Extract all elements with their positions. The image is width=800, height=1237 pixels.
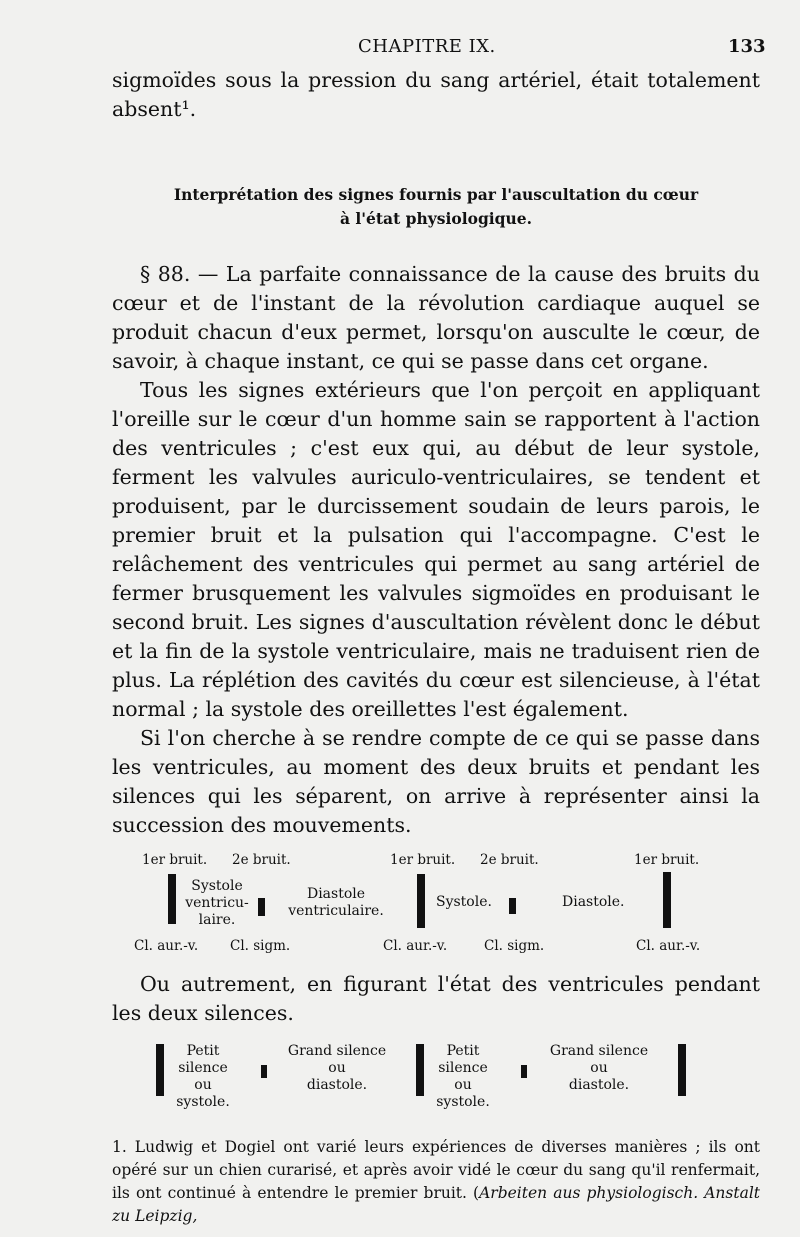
sound-bar-first (678, 1044, 686, 1096)
grand-silence-label: Grand silence ou diastole. (549, 1043, 649, 1093)
section-heading (112, 183, 760, 231)
closure-label: Cl. sigm. (230, 938, 291, 954)
sound-bar-second (258, 898, 265, 916)
closure-label: Cl. sigm. (484, 938, 545, 954)
closure-label: Cl. aur.-v. (383, 938, 448, 954)
label-first-sound: 1er bruit. (634, 852, 700, 868)
paragraph-ventricles: Si l'on cherche à se rendre compte de ce qui se passe dans les ventricules, au moment des deux bruits et pendant les silences qui les séparent, on arrive à représenter ainsi la succession des mouvements. (112, 726, 760, 837)
label-first-sound: 1er bruit. (142, 852, 208, 868)
closure-label: Cl. aur.-v. (134, 938, 199, 954)
label-second-sound: 2e bruit. (232, 852, 291, 868)
label-first-sound: 1er bruit. (390, 852, 456, 868)
alternative-paragraph (112, 970, 760, 1028)
cardiac-cycle-diagram (112, 850, 760, 955)
footnote-citation: Arbeiten aus physiologisch. Anstalt zu Leipzig, (112, 1184, 761, 1225)
sound-bar-second (509, 898, 516, 914)
running-header (0, 36, 800, 60)
sound-bar-first (168, 874, 176, 924)
systole-label: Systole. (436, 894, 492, 910)
diastole-label: Diastole ventriculaire. (288, 886, 384, 919)
continued-paragraph (112, 66, 760, 124)
paragraph-signs: Tous les signes extérieurs que l'on perçoit en appliquant l'oreille sur le cœur d'un homme sain se rapportent à l'action des ventricules ; c'est eux qui, au début de leur systole, ferment les valvules auriculo-ventriculaires, se tendent et produisent, par le durcissement soudain de leurs parois, le premier bruit et la pulsation qui l'accompagne. C'est le relâchement des ventricules qui permet au sang artériel de fermer brusquement les valvules sigmoïdes en produisant le second bruit. Les signes d'auscultation révèlent donc le début et la fin de la systole ventriculaire, mais ne traduisent rien de plus. La réplétion des cavités du cœur est silencieuse, à l'état normal ; la systole des oreillettes l'est également. (112, 378, 760, 721)
heading-line-2: à l'état physiologique. (339, 209, 533, 228)
closure-label: Cl. aur.-v. (636, 938, 701, 954)
petit-silence-label: Petit silence ou systole. (436, 1043, 490, 1110)
petit-silence-label: Petit silence ou systole. (176, 1043, 230, 1110)
grand-silence-label: Grand silence ou diastole. (287, 1043, 387, 1093)
chapter-title: CHAPITRE IX. (358, 36, 496, 57)
footnote-text: 1. Ludwig et Dogiel ont varié leurs expériences de diverses manières ; ils ont opéré sur un chien curarisé, et après avoir vidé le cœur du sang qu'il renfermait, ils ont continué à entendre le premier bruit. ( (112, 1138, 760, 1202)
page-number: 133 (728, 36, 766, 57)
paragraph-88: § 88. — La parfaite connaissance de la cause des bruits du cœur et de l'instant de la révolution cardiaque auquel se produit chacun d'eux permet, lorsqu'on ausculte le cœur, de savoir, à chaque instant, ce qui se passe dans cet organe. (112, 262, 760, 373)
diastole-label: Diastole. (562, 894, 625, 910)
paragraph-top: sigmoïdes sous la pression du sang artériel, était totalement absent¹. (112, 68, 760, 121)
paragraph-alternative: Ou autrement, en figurant l'état des ventricules pendant les deux silences. (112, 972, 760, 1025)
footnote (112, 1136, 760, 1228)
silence-diagram (112, 1040, 760, 1110)
section-body (112, 260, 760, 840)
systole-label: Systole ventricu- laire. (185, 878, 249, 928)
sound-bar-second (261, 1065, 267, 1078)
label-second-sound: 2e bruit. (480, 852, 539, 868)
sound-bar-first (663, 872, 671, 928)
sound-bar-second (521, 1065, 527, 1078)
sound-bar-first (417, 874, 425, 928)
heading-line-1: Interprétation des signes fournis par l'auscultation du cœur (173, 185, 699, 204)
